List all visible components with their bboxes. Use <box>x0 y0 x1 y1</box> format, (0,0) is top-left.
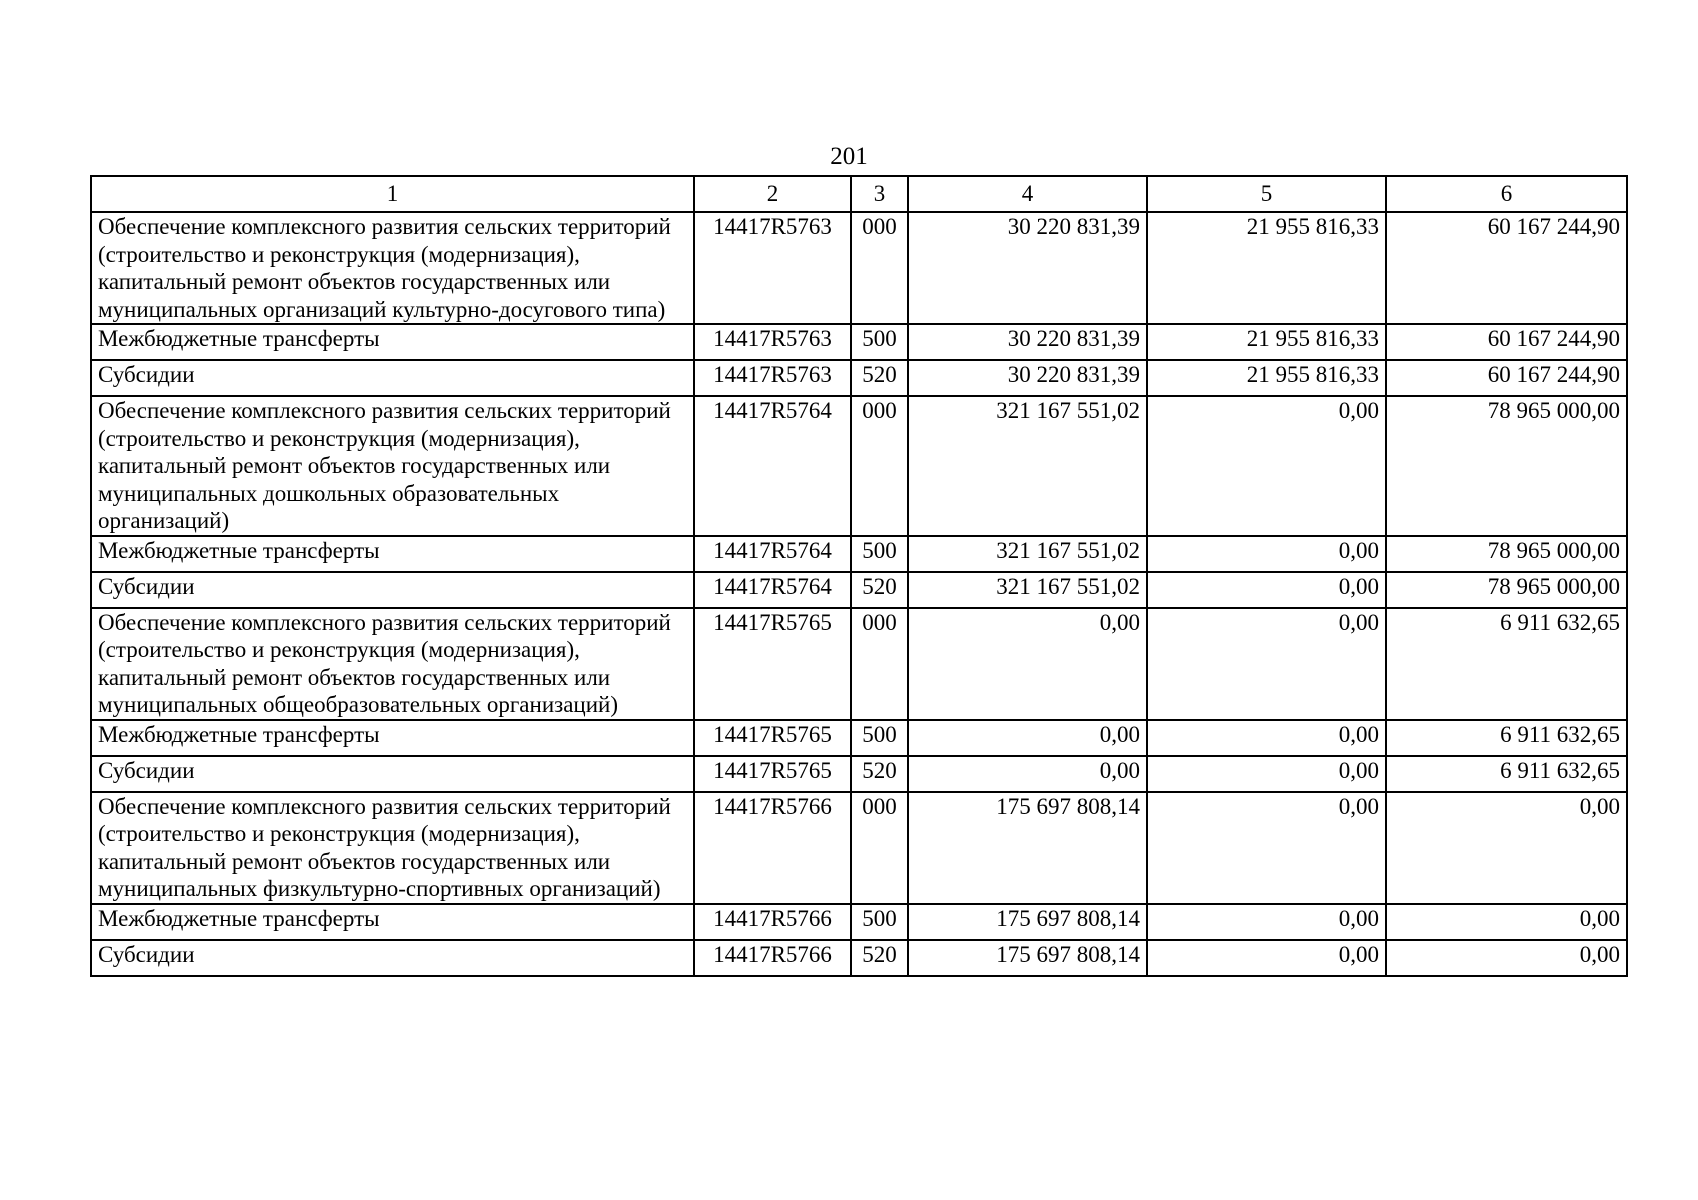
table-row <box>91 212 1627 324</box>
table-row <box>91 324 1627 360</box>
row-type: 000 <box>851 396 908 536</box>
header-col-2: 2 <box>694 176 851 212</box>
row-value-4: 321 167 551,02 <box>908 396 1147 536</box>
header-col-4: 4 <box>908 176 1147 212</box>
row-name: Межбюджетные трансферты <box>91 536 694 572</box>
row-name: Обеспечение комплексного развития сельских территорий (строительство и реконструкция (модернизация), капитальный ремонт объектов государственных или муниципальных общеобразовательных организаций) <box>91 608 694 720</box>
row-name: Межбюджетные трансферты <box>91 904 694 940</box>
row-type: 000 <box>851 792 908 904</box>
page-number: 201 <box>830 143 868 170</box>
row-value-6: 60 167 244,90 <box>1386 360 1627 396</box>
row-name: Субсидии <box>91 572 694 608</box>
row-value-6: 60 167 244,90 <box>1386 324 1627 360</box>
row-value-5: 0,00 <box>1147 572 1386 608</box>
row-value-4: 30 220 831,39 <box>908 324 1147 360</box>
table-row <box>91 720 1627 756</box>
table-row <box>91 756 1627 792</box>
row-value-5: 21 955 816,33 <box>1147 212 1386 324</box>
row-value-4: 0,00 <box>908 756 1147 792</box>
table-row <box>91 904 1627 940</box>
row-value-5: 21 955 816,33 <box>1147 324 1386 360</box>
table-row <box>91 940 1627 976</box>
table-row <box>91 608 1627 720</box>
row-code: 14417R5763 <box>694 324 851 360</box>
header-col-3: 3 <box>851 176 908 212</box>
row-value-5: 0,00 <box>1147 792 1386 904</box>
row-value-6: 78 965 000,00 <box>1386 536 1627 572</box>
row-name: Субсидии <box>91 940 694 976</box>
row-type: 500 <box>851 720 908 756</box>
row-value-5: 0,00 <box>1147 756 1386 792</box>
row-name: Обеспечение комплексного развития сельских территорий (строительство и реконструкция (модернизация), капитальный ремонт объектов государственных или муниципальных дошкольных образовательных организаций) <box>91 396 694 536</box>
row-value-4: 30 220 831,39 <box>908 360 1147 396</box>
row-value-4: 0,00 <box>908 720 1147 756</box>
row-code: 14417R5764 <box>694 536 851 572</box>
row-value-5: 21 955 816,33 <box>1147 360 1386 396</box>
budget-table <box>90 175 1628 977</box>
row-code: 14417R5766 <box>694 940 851 976</box>
header-col-5: 5 <box>1147 176 1386 212</box>
row-name: Субсидии <box>91 756 694 792</box>
row-value-6: 0,00 <box>1386 940 1627 976</box>
row-value-5: 0,00 <box>1147 608 1386 720</box>
table-row <box>91 360 1627 396</box>
row-code: 14417R5766 <box>694 904 851 940</box>
row-code: 14417R5763 <box>694 360 851 396</box>
row-type: 500 <box>851 324 908 360</box>
row-type: 000 <box>851 212 908 324</box>
row-value-5: 0,00 <box>1147 396 1386 536</box>
row-code: 14417R5765 <box>694 608 851 720</box>
row-type: 520 <box>851 360 908 396</box>
row-code: 14417R5765 <box>694 756 851 792</box>
row-name: Субсидии <box>91 360 694 396</box>
row-value-4: 175 697 808,14 <box>908 904 1147 940</box>
row-value-6: 78 965 000,00 <box>1386 396 1627 536</box>
row-value-5: 0,00 <box>1147 904 1386 940</box>
row-type: 500 <box>851 904 908 940</box>
row-name: Межбюджетные трансферты <box>91 324 694 360</box>
row-code: 14417R5764 <box>694 396 851 536</box>
row-name: Обеспечение комплексного развития сельских территорий (строительство и реконструкция (модернизация), капитальный ремонт объектов государственных или муниципальных физкультурно-спортивных организаций) <box>91 792 694 904</box>
row-value-4: 30 220 831,39 <box>908 212 1147 324</box>
row-type: 520 <box>851 756 908 792</box>
row-value-6: 6 911 632,65 <box>1386 756 1627 792</box>
table-row <box>91 572 1627 608</box>
row-type: 000 <box>851 608 908 720</box>
row-code: 14417R5765 <box>694 720 851 756</box>
row-code: 14417R5764 <box>694 572 851 608</box>
row-value-6: 6 911 632,65 <box>1386 608 1627 720</box>
row-value-4: 175 697 808,14 <box>908 792 1147 904</box>
table-row <box>91 536 1627 572</box>
row-value-6: 60 167 244,90 <box>1386 212 1627 324</box>
row-value-5: 0,00 <box>1147 940 1386 976</box>
header-col-1: 1 <box>91 176 694 212</box>
row-value-6: 6 911 632,65 <box>1386 720 1627 756</box>
row-code: 14417R5763 <box>694 212 851 324</box>
row-value-6: 0,00 <box>1386 904 1627 940</box>
row-type: 520 <box>851 940 908 976</box>
row-name: Межбюджетные трансферты <box>91 720 694 756</box>
row-value-6: 78 965 000,00 <box>1386 572 1627 608</box>
header-col-6: 6 <box>1386 176 1627 212</box>
row-type: 520 <box>851 572 908 608</box>
row-value-6: 0,00 <box>1386 792 1627 904</box>
row-value-5: 0,00 <box>1147 720 1386 756</box>
row-code: 14417R5766 <box>694 792 851 904</box>
row-value-4: 321 167 551,02 <box>908 536 1147 572</box>
table-row <box>91 792 1627 904</box>
table-header-row <box>91 176 1627 212</box>
row-value-4: 0,00 <box>908 608 1147 720</box>
row-type: 500 <box>851 536 908 572</box>
row-value-4: 175 697 808,14 <box>908 940 1147 976</box>
row-value-4: 321 167 551,02 <box>908 572 1147 608</box>
row-value-5: 0,00 <box>1147 536 1386 572</box>
row-name: Обеспечение комплексного развития сельских территорий (строительство и реконструкция (модернизация), капитальный ремонт объектов государственных или муниципальных организаций культурно-досугового типа) <box>91 212 694 324</box>
table-row <box>91 396 1627 536</box>
